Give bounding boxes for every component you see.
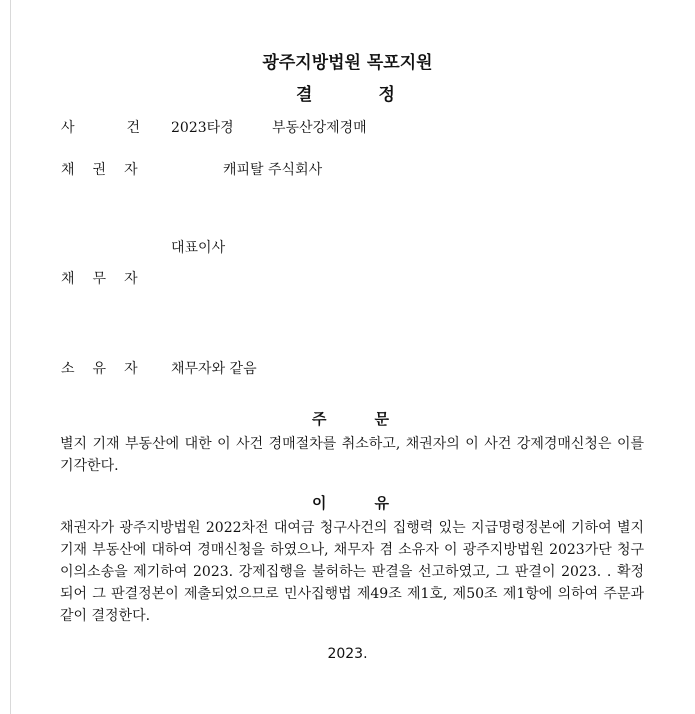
debtor-label: 채 무 자 (61, 271, 138, 287)
owner-value: 채무자와 같음 (171, 361, 257, 377)
case-number: 2023타경 (171, 120, 234, 136)
document-title-char: 결 (296, 85, 313, 105)
creditor-name: 캐피탈 주식회사 (223, 162, 323, 178)
creditor-label: 채 권 자 (61, 162, 138, 178)
owner-label: 소 유 자 (61, 361, 138, 377)
reason-heading: 이 유 (312, 494, 389, 512)
case-name: 부동산강제경매 (272, 120, 367, 136)
order-heading: 주 문 (312, 410, 389, 428)
page-left-edge (10, 0, 11, 714)
court-name: 광주지방법원 목포지원 (262, 53, 433, 73)
reason-text: 채권자가 광주지방법원 2022차전 대여금 청구사건의 집행력 있는 지급명령정본에 기하여 별지 기재 부동산에 대하여 경매신청을 하였으나, 채무자 겸 소유자 이 광주지방법원 2023가단 청구이의소송을 제기하여 2023. 강제집행을 불허하는 판결을 선고하였고, 그 판결이 2023. . 확정되어 그 판결정본이 제출되었으므로 민사집행법 제49조 제1호, 제50조 제1항에 의하여 주문과 같이 결정한다. (60, 520, 644, 624)
case-label: 사 건 (61, 120, 141, 136)
order-text: 별지 기재 부동산에 대한 이 사건 경매절차를 취소하고, 채권자의 이 사건 강제경매신청은 이를 기각한다. (60, 436, 644, 474)
creditor-representative: 대표이사 (171, 240, 226, 256)
decision-date: 2023. (327, 646, 368, 662)
document-title (296, 80, 395, 105)
document-title-char: 정 (378, 85, 395, 105)
